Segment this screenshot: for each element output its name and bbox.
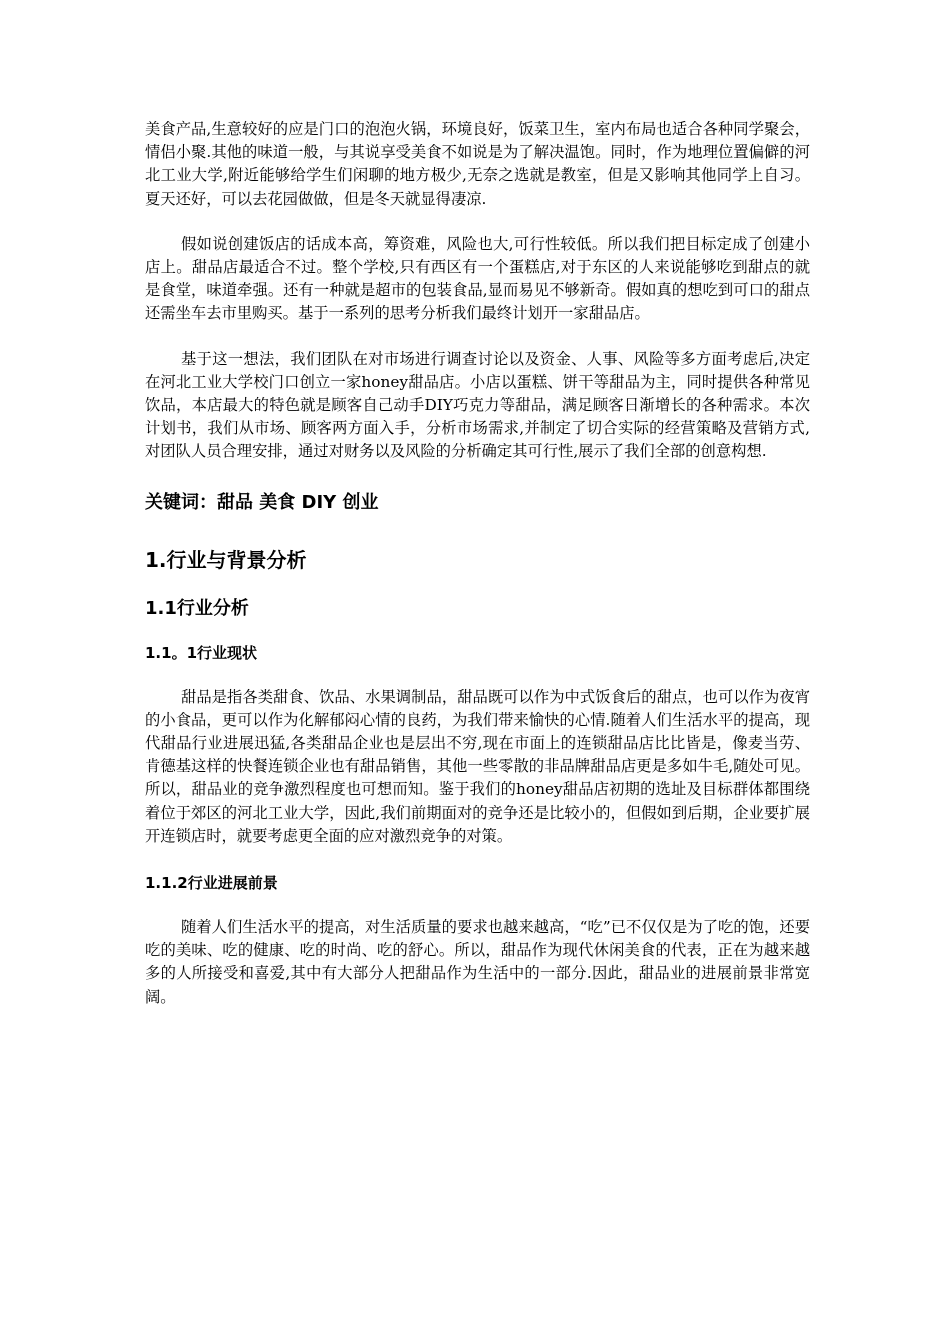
paragraph-5: 随着人们生活水平的提高，对生活质量的要求也越来越高，“吃”已不仅仅是为了吃的饱，还要吃的美味、吃的健康、吃的时尚、吃的舒心。所以，甜品作为现代休闲美食的代表，正在为越来越多的人所接受和喜爱,其中有大部分人把甜品作为生活中的一部分.因此，甜品业的进展前景非常宽阔。 [145, 918, 810, 1006]
paragraph-4: 甜品是指各类甜食、饮品、水果调制品，甜品既可以作为中式饭食后的甜点，也可以作为夜宵的小食品，更可以作为化解郁闷心情的良药，为我们带来愉快的心情.随着人们生活水平的提高，现代甜品行业进展迅猛,各类甜品企业也是层出不穷,现在市面上的连锁甜品店比比皆是，像麦当劳、肯德基这样的快餐连锁企业也有甜品销售，其他一些零散的非品牌甜品店更是多如牛毛,随处可见。所以，甜品业的竞争激烈程度也可想而知。鉴于我们的honey甜品店初期的选址及目标群体都围绕着位于郊区的河北工业大学，因此,我们前期面对的竞争还是比较小的，但假如到后期，企业要扩展开连锁店时，就要考虑更全面的应对激烈竞争的对策。 [145, 687, 810, 845]
heading-1: 1.行业与背景分析 [145, 547, 307, 572]
paragraph-1: 美食产品,生意较好的应是门口的泡泡火锅，环境良好，饭菜卫生，室内布局也适合各种同学聚会，情侣小聚.其他的味道一般，与其说享受美食不如说是为了解决温饱。同时，作为地理位置偏僻的河北工业大学,附近能够给学生们闲聊的地方极少,无奈之选就是教室，但是又影响其他同学上自习。夏天还好，可以去花园做做，但是冬天就显得凄凉. [145, 120, 810, 208]
paragraph-2: 假如说创建饭店的话成本高，筹资难，风险也大,可行性较低。所以我们把目标定成了创建小店上。甜品店最适合不过。整个学校,只有西区有一个蛋糕店,对于东区的人来说能够吃到甜点的就是食堂，味道牵强。还有一种就是超市的包装食品,显而易见不够新奇。假如真的想吃到可口的甜点还需坐车去市里购买。基于一系列的思考分析我们最终计划开一家甜品店。 [145, 234, 810, 323]
heading-1-1-2: 1.1.2行业进展前景 [145, 874, 278, 893]
heading-1-1-1: 1.1。1行业现状 [145, 643, 258, 662]
keywords-line: 关键词：甜品 美食 DIY 创业 [145, 491, 379, 513]
paragraph-3: 基于这一想法，我们团队在对市场进行调查讨论以及资金、人事、风险等多方面考虑后,决定在河北工业大学校门口创立一家honey甜品店。小店以蛋糕、饼干等甜品为主，同时提供各种常见饮品，本店最大的特色就是顾客自己动手DIY巧克力等甜品，满足顾客日渐增长的各种需求。本次计划书，我们从市场、顾客两方面入手，分析市场需求,并制定了切合实际的经营策略及营销方式,对团队人员合理安排，通过对财务以及风险的分析确定其可行性,展示了我们全部的创意构想. [145, 349, 810, 461]
page-content [145, 118, 810, 1009]
heading-1-1: 1.1行业分析 [145, 597, 249, 619]
